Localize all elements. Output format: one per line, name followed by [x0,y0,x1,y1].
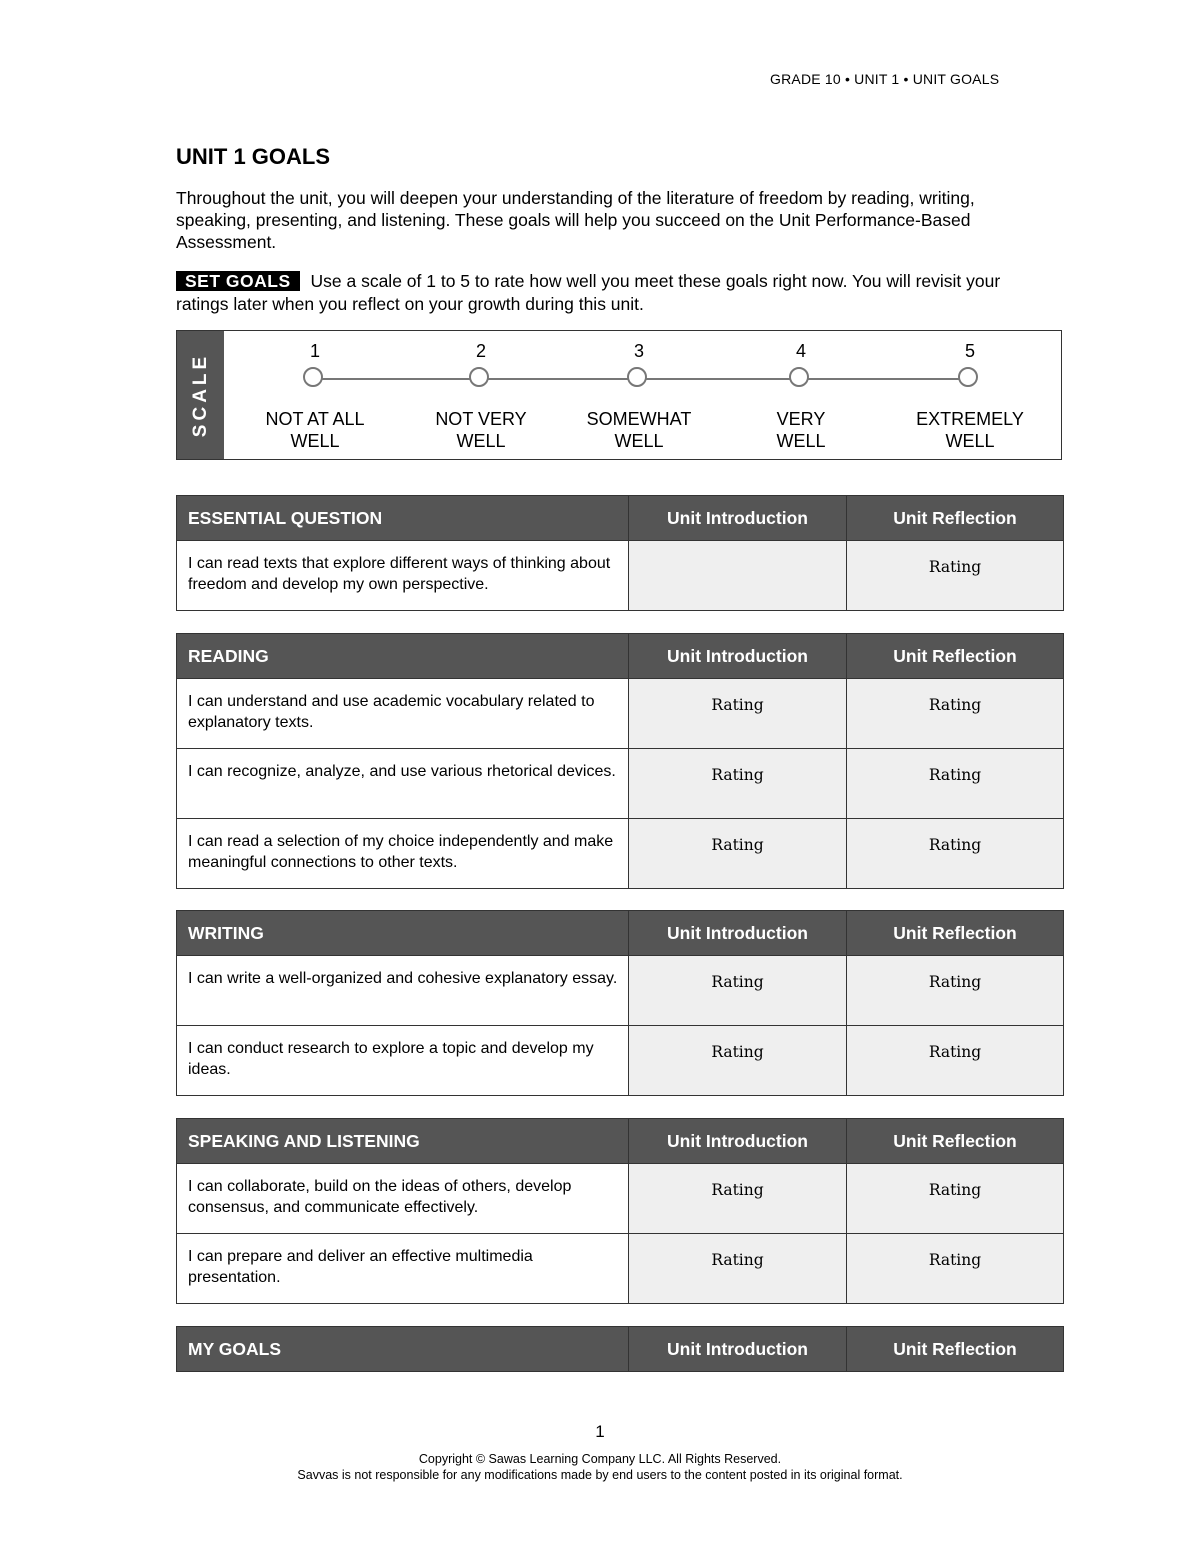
intro-rating-field[interactable]: Rating [629,1164,847,1234]
column-header-intro: Unit Introduction [629,1327,847,1372]
disclaimer-text: Savvas is not responsible for any modifications made by end users to the content posted in its original format. [297,1468,903,1482]
scale-number: 5 [964,341,975,361]
scale-label-line2: WELL [945,431,995,451]
scale-dot [958,367,978,387]
column-header-intro: Unit Introduction [629,634,847,679]
scale-label-line2: WELL [456,431,506,451]
section-heading: ESSENTIAL QUESTION [177,496,629,541]
rating-scale [176,330,1062,460]
intro-rating-field[interactable]: Rating [629,819,847,889]
table-row [177,819,1064,889]
section-heading: SPEAKING AND LISTENING [177,1119,629,1164]
scale-number: 3 [633,341,644,361]
scale-label [559,408,719,452]
table-header-row [177,1327,1064,1372]
set-goals-text: Use a scale of 1 to 5 to rate how well you meet these goals right now. You will revisit your ratings later when you reflect on your growth during this unit. [176,271,1001,314]
page-header: GRADE 10 • UNIT 1 • UNIT GOALS [770,71,1000,87]
column-header-reflection: Unit Reflection [847,1119,1064,1164]
scale-side-label [177,331,224,459]
intro-rating-field[interactable]: Rating [629,749,847,819]
table-header-row [177,496,1064,541]
goal-statement: I can recognize, analyze, and use various rhetorical devices. [177,749,629,819]
goal-statement: I can prepare and deliver an effective multimedia presentation. [177,1234,629,1304]
scale-label [721,408,881,452]
scale-label [401,408,561,452]
my-goals-table [176,1326,1064,1372]
column-header-intro: Unit Introduction [629,1119,847,1164]
scale-label-line1: NOT VERY [435,409,527,429]
table-row [177,679,1064,749]
section-heading: READING [177,634,629,679]
page-title: UNIT 1 GOALS [176,144,331,169]
copyright-text: Copyright © Sawas Learning Company LLC. All Rights Reserved. [418,1452,782,1466]
scale-label [235,408,395,452]
scale-label [890,408,1050,452]
scale-label-line1: NOT AT ALL [265,409,365,429]
reflection-rating-field[interactable]: Rating [847,541,1064,611]
goal-statement: I can read a selection of my choice independently and make meaningful connections to other texts. [177,819,629,889]
scale-side-text: SCALE [189,352,211,438]
essential-question-table [176,495,1064,611]
scale-label-line1: EXTREMELY [916,409,1024,429]
page-number: 1 [595,1422,605,1441]
scale-dot [303,367,323,387]
column-header-intro: Unit Introduction [629,496,847,541]
set-goals-paragraph [176,270,1036,316]
scale-number: 4 [795,341,806,361]
reflection-rating-field[interactable]: Rating [847,819,1064,889]
column-header-reflection: Unit Reflection [847,911,1064,956]
reading-table [176,633,1064,889]
scale-label-line1: VERY [776,409,826,429]
scale-number: 2 [475,341,486,361]
set-goals-badge: SET GOALS [176,271,300,291]
goal-statement: I can collaborate, build on the ideas of others, develop consensus, and communicate effectively. [177,1164,629,1234]
scale-label-line2: WELL [290,431,340,451]
scale-number: 1 [309,341,320,361]
reflection-rating-field[interactable]: Rating [847,679,1064,749]
intro-rating-field[interactable] [629,541,847,611]
reflection-rating-field[interactable]: Rating [847,1234,1064,1304]
scale-dot [627,367,647,387]
table-header-row [177,1119,1064,1164]
reflection-rating-field[interactable]: Rating [847,749,1064,819]
reflection-rating-field[interactable]: Rating [847,1164,1064,1234]
reflection-rating-field[interactable]: Rating [847,1026,1064,1096]
goal-statement: I can write a well-organized and cohesive explanatory essay. [177,956,629,1026]
intro-rating-field[interactable]: Rating [629,956,847,1026]
table-row [177,749,1064,819]
intro-paragraph: Throughout the unit, you will deepen your understanding of the literature of freedom by reading, writing, speaking, presenting, and listening. These goals will help you succeed on the Unit Performance-Based Assessment. [176,188,975,252]
intro-rating-field[interactable]: Rating [629,679,847,749]
reflection-rating-field[interactable]: Rating [847,956,1064,1026]
goal-statement: I can read texts that explore different ways of thinking about freedom and develop my own perspective. [177,541,629,611]
column-header-reflection: Unit Reflection [847,1327,1064,1372]
scale-dot [469,367,489,387]
table-header-row [177,911,1064,956]
scale-label-line2: WELL [776,431,826,451]
table-header-row [177,634,1064,679]
column-header-reflection: Unit Reflection [847,496,1064,541]
table-row [177,1164,1064,1234]
intro-rating-field[interactable]: Rating [629,1026,847,1096]
intro-rating-field[interactable]: Rating [629,1234,847,1304]
table-row [177,956,1064,1026]
table-row [177,541,1064,611]
goal-statement: I can understand and use academic vocabulary related to explanatory texts. [177,679,629,749]
speaking-listening-table [176,1118,1064,1304]
table-row [177,1234,1064,1304]
goal-statement: I can conduct research to explore a topic and develop my ideas. [177,1026,629,1096]
scale-label-line1: SOMEWHAT [586,409,692,429]
section-heading: WRITING [177,911,629,956]
section-heading: MY GOALS [177,1327,629,1372]
table-row [177,1026,1064,1096]
scale-dot [789,367,809,387]
scale-label-line2: WELL [614,431,664,451]
writing-table [176,910,1064,1096]
column-header-reflection: Unit Reflection [847,634,1064,679]
column-header-intro: Unit Introduction [629,911,847,956]
